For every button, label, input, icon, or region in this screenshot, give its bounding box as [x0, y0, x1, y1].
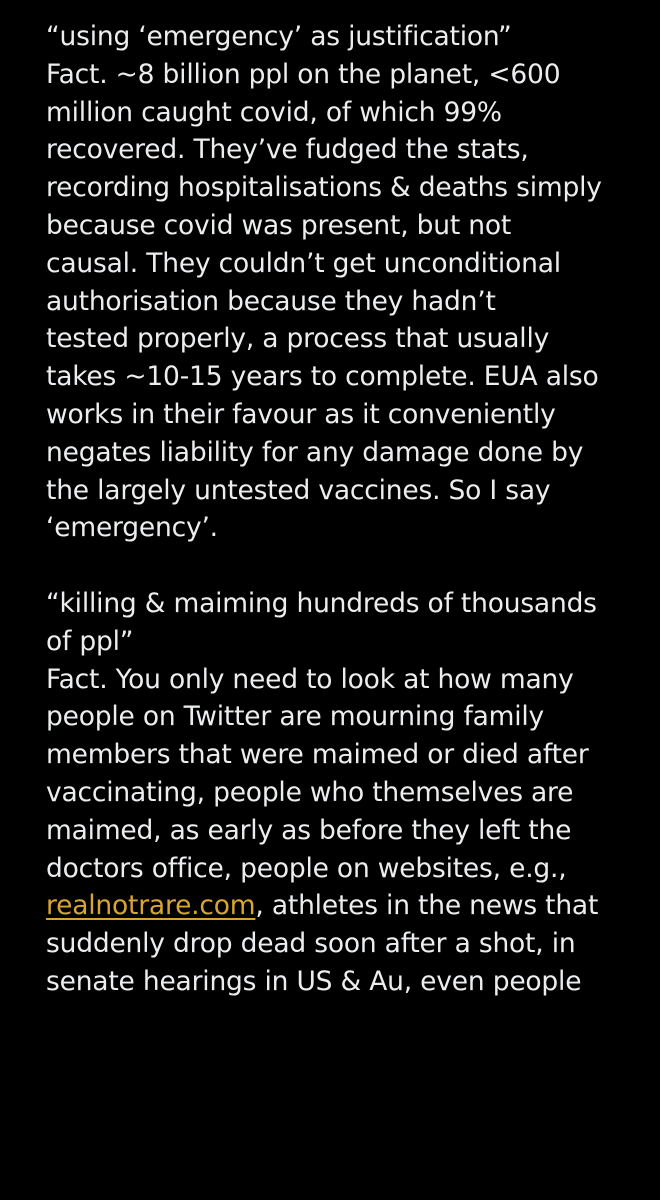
note-line: ‘emergency’. [46, 512, 218, 544]
note-line: suddenly drop dead soon after a shot, in [46, 928, 576, 960]
note-line: vaccinating, people who themselves are [46, 776, 574, 808]
realnotrare-link[interactable]: realnotrare.com [46, 890, 256, 922]
note-line: because covid was present, but not [46, 209, 512, 241]
note-line: tested properly, a process that usually [46, 323, 550, 355]
paragraph-emergency [46, 18, 650, 547]
paragraph-gap [46, 547, 650, 585]
note-line: causal. They couldn’t get unconditional [46, 247, 561, 279]
note-line: Fact. ~8 billion ppl on the planet, <600 [46, 58, 561, 90]
note-line: Fact. You only need to look at how many [46, 663, 574, 695]
note-line: people on Twitter are mourning family [46, 701, 545, 733]
note-line: of ppl” [46, 625, 134, 657]
paragraph-killing-maiming [46, 585, 650, 1001]
note-line: takes ~10-15 years to complete. EUA also [46, 361, 599, 393]
note-line: doctors office, people on websites, e.g., [46, 852, 567, 884]
note-line: maimed, as early as before they left the [46, 814, 572, 846]
note-line-with-link [46, 887, 650, 925]
screen-bottom-edge [0, 1192, 660, 1200]
note-line: negates liability for any damage done by [46, 436, 584, 468]
note-line: million caught covid, of which 99% [46, 96, 502, 128]
note-line: authorisation because they hadn’t [46, 285, 496, 317]
note-line: works in their favour as it conveniently [46, 398, 556, 430]
link-trailing-text: , athletes in the news that [255, 890, 599, 922]
note-line: recording hospitalisations & deaths simply [46, 172, 602, 204]
note-line: members that were maimed or died after [46, 739, 589, 771]
note-line: recovered. They’ve fudged the stats, [46, 134, 529, 166]
note-line: “using ‘emergency’ as justification” [46, 21, 512, 52]
note-line: the largely untested vaccines. So I say [46, 474, 551, 506]
note-line: senate hearings in US & Au, even people [46, 965, 582, 997]
note-line: “killing & maiming hundreds of thousands [46, 587, 597, 619]
note-body [46, 18, 650, 1001]
